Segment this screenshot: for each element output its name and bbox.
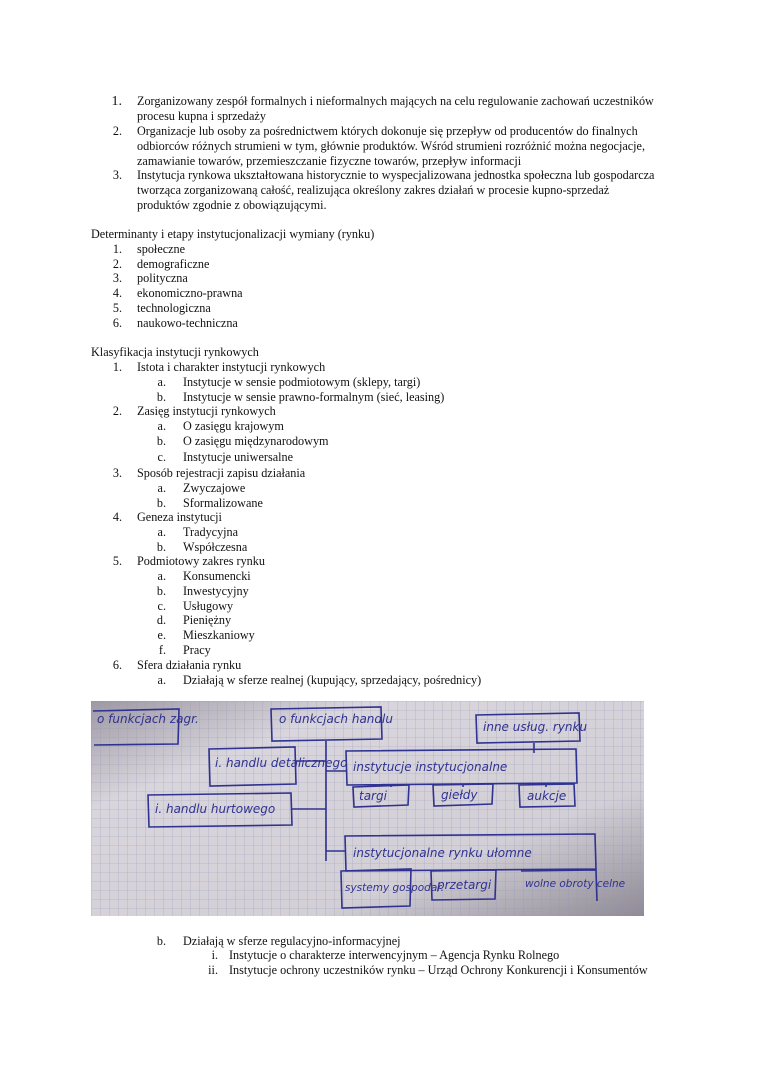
note-gieldy: giełdy — [441, 788, 478, 802]
note-rynek-ulomny: instytucjonalne rynku ułomne — [353, 846, 532, 860]
note-wolne-obroty: wolne obroty celne — [525, 878, 626, 890]
section-heading: Determinanty i etapy instytucjonalizacji wymiany (rynku) — [91, 227, 375, 241]
note-instytucjonalne: instytucje instytucjonalne — [353, 760, 508, 774]
note-funkcje-zagr: o funkcjach zagr. — [97, 712, 199, 726]
note-aukcje: aukcje — [527, 789, 567, 803]
handwritten-diagram-photo — [91, 701, 644, 916]
note-funkcje-handlu: o funkcjach handlu — [279, 712, 393, 726]
note-inne-uslugi: inne usług. rynku — [483, 720, 588, 734]
note-przetargi: przetargi — [437, 878, 492, 892]
note-handel-detaliczny: i. handlu detalicznego — [215, 756, 348, 770]
note-targi: targi — [359, 789, 387, 803]
section-heading: Klasyfikacja instytucji rynkowych — [91, 345, 259, 359]
document-page: 1. Zorganizowany zespół formalnych i nieformalnych mających na celu regulowanie zachowań uczestników procesu kupna i sprzedaży 2. Organizacje lub osoby za pośrednictwem których dokonuje się przepływ od producentów do finalnych odbiorców różnych strumieni w tym, głównie produktów. Wśród strumieni rozróżnić można negocjacje, zamawianie towarów, przemieszczanie fizyczne towarów, przepływ informacji 3. Instytucja rynkowa ukształtowana historycznie to wyspecjalizowana jednostka społeczna lub gospodarcza tworząca zorganizowaną całość, realizująca określony zakres działań w procesie kupno-sprzedaż produktów zgodnie z obowiązującymi. Determinanty i etapy instytucjonalizacji wymiany (rynku) 1. społeczne 2. demograficzne 3. polityczna 4. ekonomiczno-prawna 5. technologiczna 6. naukowo-techniczna Klasyfikacja instytucji rynkowych 1. Istota i charakter instytucji rynkowych a. Instytucje w sensie podmiotowym (sklepy, targi) b. Instytucje w sensie prawno-formalnym (sieć, leasing) 2. Zasięg instytucji rynkowych a. O zasięgu krajowym b. O zasięgu międzynarodowym c. Instytucje uniwersalne 3. Sposób rejestracji zapisu działania a. Zwyczajowe b. Sformalizowane 4. Geneza instytucji a. Tradycyjna b. Współczesna 5. Podmiotowy zakres rynku a. Konsumencki b. Inwestycyjny c. Usługowy d. Pieniężny e. Mieszkaniowy f. Pracy 6. Sfera działania rynku a. Działają w sferze realnej (kupujący, sprzedający, pośrednicy) o funkcjach zagr. o funkcjach handlu inne usług. rynku i. handlu detalicznego i. handlu hurtowego instytucje instytucjonalne targi giełdy aukcje instytucjonalne rynku ułomne systemy gospodar. przetargi wolne obroty celne b. Działają w sferze regulacyjno-informacyjnej i. Instytucje o charakterze interwencyjnym – Agencja Rynku Rolnego ii. Instytucje ochrony uczestników rynku – Urząd Ochrony Konkurencji i Konsumentów — [91, 94, 655, 977]
note-systemy: systemy gospodar. — [345, 882, 444, 894]
note-handel-hurtowy: i. handlu hurtowego — [155, 802, 276, 816]
